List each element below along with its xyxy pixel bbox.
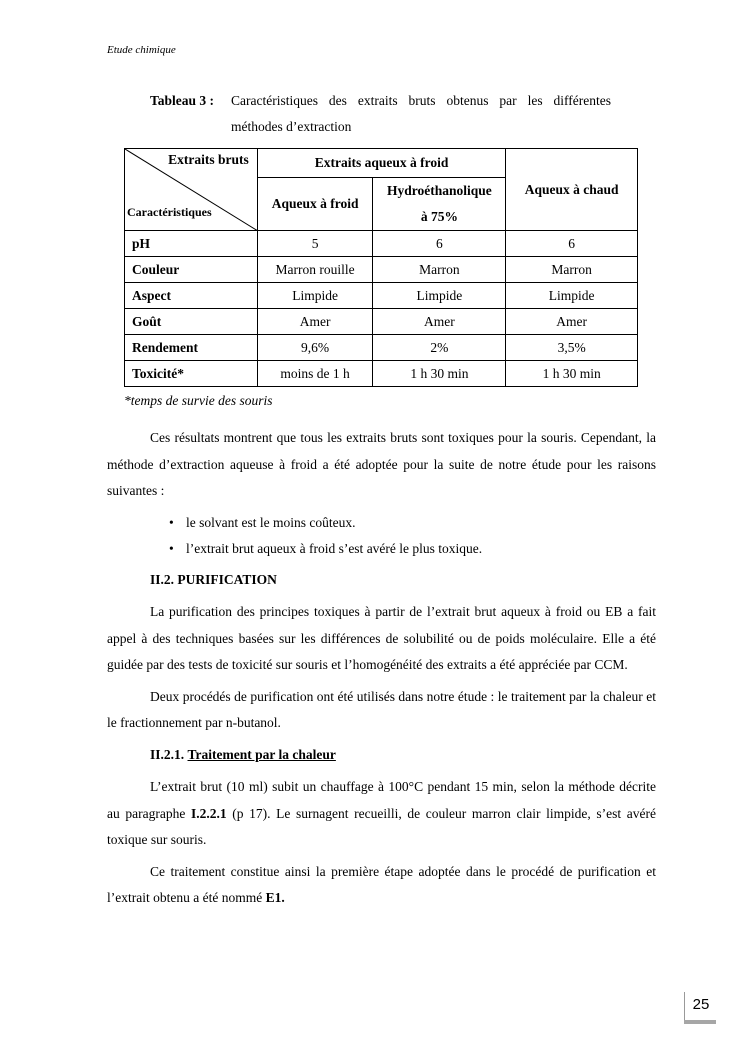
table-row	[125, 257, 638, 283]
caption-line-1: Caractéristiques des extraits bruts obtenus par les différentes	[231, 93, 611, 108]
page-number-bar	[684, 1020, 716, 1024]
list-item: • le solvant est le moins coûteux.	[169, 510, 656, 537]
running-header: Etude chimique	[107, 44, 176, 56]
extracts-table	[124, 148, 638, 387]
cell: Amer	[373, 309, 506, 335]
cell: Limpide	[373, 283, 506, 309]
subsection-number: II.2.1.	[150, 746, 185, 762]
cell: Limpide	[257, 283, 373, 309]
table-row	[125, 231, 638, 257]
cell: Amer	[506, 309, 638, 335]
page-number: 25	[692, 996, 710, 1013]
table-row	[125, 361, 638, 387]
page-number-box	[684, 992, 717, 1022]
paragraph-purification: La purification des principes toxiques à partir de l’extrait brut aqueux à froid ou EB a fait appel à des techniques basées sur les différences de solubilité ou de poids moléculaire. Elle a été guidée par des tests de toxicité sur souris et l’homogénéité des extraits a été appréciée par CCM.	[107, 604, 656, 672]
caption-label: Tableau 3 :	[150, 93, 215, 108]
row-label: Toxicité*	[125, 361, 258, 387]
corner-header-cell	[125, 149, 258, 231]
list-item: • l’extrait brut aqueux à froid s’est avéré le plus toxique.	[169, 536, 656, 563]
paragraph-e1	[107, 859, 656, 912]
cell: Limpide	[506, 283, 638, 309]
cell: Amer	[257, 309, 373, 335]
table-row	[125, 335, 638, 361]
col-header-3: Aqueux à chaud	[506, 149, 638, 231]
col-header-2	[373, 178, 506, 231]
row-label: Rendement	[125, 335, 258, 361]
cell: 1 h 30 min	[506, 361, 638, 387]
cell: 6	[506, 231, 638, 257]
reasons-list	[107, 510, 656, 563]
row-label: Couleur	[125, 257, 258, 283]
row-label: pH	[125, 231, 258, 257]
paragraph-reference: I.2.2.1	[190, 805, 227, 821]
table-row	[125, 309, 638, 335]
paragraph-results: Ces résultats montrent que tous les extraits bruts sont toxiques pour la souris. Cependant, la méthode d’extraction aqueuse à froid a été adoptée pour la suite de notre étude pour les raisons suivantes :	[107, 430, 656, 498]
cell: 5	[257, 231, 373, 257]
col-header-2-line2: à 75%	[420, 209, 458, 224]
cell: moins de 1 h	[257, 361, 373, 387]
table-footnote: *temps de survie des souris	[124, 393, 273, 408]
table-row	[125, 283, 638, 309]
cell: Marron	[373, 257, 506, 283]
subsection-heading	[150, 742, 656, 769]
section-heading: II.2. PURIFICATION	[150, 571, 277, 587]
caption-line-2: méthodes d’extraction	[231, 119, 352, 134]
subsection-title: Traitement par la chaleur	[187, 746, 336, 762]
col-header-1: Aqueux à froid	[257, 178, 373, 231]
row-label: Aspect	[125, 283, 258, 309]
cell: 3,5%	[506, 335, 638, 361]
extract-name: E1.	[265, 890, 285, 905]
cell: 9,6%	[257, 335, 373, 361]
cell: 6	[373, 231, 506, 257]
cell: 2%	[373, 335, 506, 361]
text-run: (p 17). Le surnagent recueilli, de couleur marron clair limpide, s’est avéré toxique sur souris.	[107, 805, 656, 847]
corner-top-label: Extraits bruts	[168, 152, 249, 167]
col-header-2-line1: Hydroéthanolique	[387, 183, 492, 198]
row-label: Goût	[125, 309, 258, 335]
text-run: Ce traitement constitue ainsi la première étape adoptée dans le procédé de purification et l’extrait obtenu a été nommé	[107, 863, 656, 905]
text-run: L’extrait brut (10 ml) subit un chauffage à 100°C pendant 15 min, selon la méthode décrite au paragraphe	[107, 779, 656, 821]
cell: 1 h 30 min	[373, 361, 506, 387]
paragraph-heating	[107, 774, 656, 854]
cell: Marron rouille	[257, 257, 373, 283]
cell: Marron	[506, 257, 638, 283]
group-header: Extraits aqueux à froid	[257, 149, 506, 178]
paragraph-procedures: Deux procédés de purification ont été utilisés dans notre étude : le traitement par la chaleur et le fractionnement par n-butanol.	[107, 688, 656, 730]
body-text	[107, 425, 656, 917]
corner-bottom-label: Caractéristiques	[127, 205, 212, 219]
